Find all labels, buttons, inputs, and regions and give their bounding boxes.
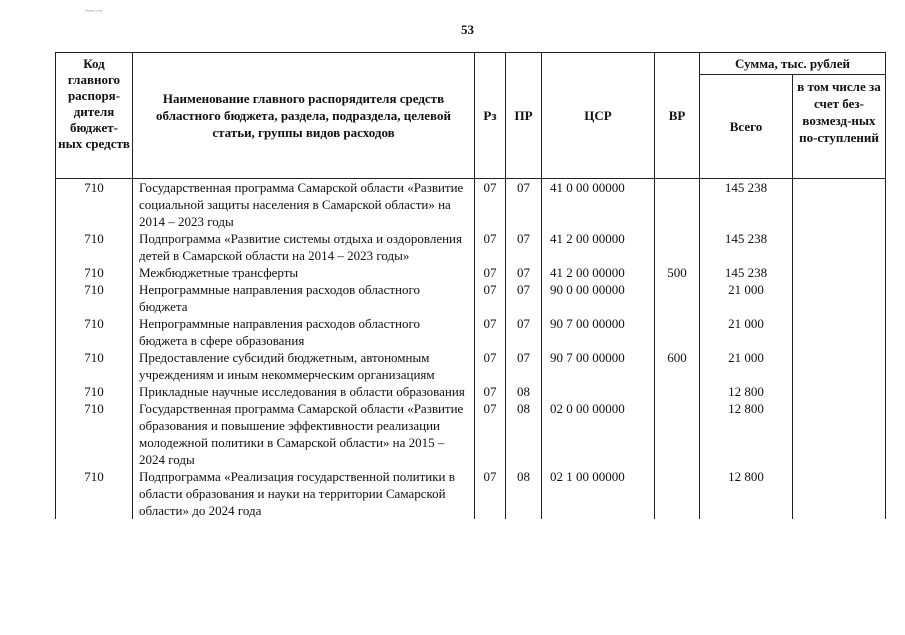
cell-rz: 07 [475, 383, 506, 400]
cell-csr: 90 0 00 00000 [542, 281, 655, 315]
cell-csr: 90 7 00 00000 [542, 315, 655, 349]
header-pr: ПР [506, 53, 542, 179]
cell-name: Подпрограмма «Развитие системы отдыха и оздоровления детей в Самарской области на 2014 – 2023 годы» [133, 230, 475, 264]
cell-incl [793, 281, 886, 315]
cell-rz: 07 [475, 264, 506, 281]
header-vr: ВР [655, 53, 700, 179]
budget-table [55, 52, 886, 519]
cell-pr: 07 [506, 349, 542, 383]
cell-total: 21 000 [700, 349, 793, 383]
cell-incl [793, 349, 886, 383]
cell-csr: 90 7 00 00000 [542, 349, 655, 383]
table-row [56, 281, 886, 315]
cell-incl [793, 264, 886, 281]
cell-pr: 07 [506, 315, 542, 349]
cell-csr: 02 1 00 00000 [542, 468, 655, 519]
page-number: 53 [461, 22, 474, 37]
table-row [56, 383, 886, 400]
cell-name: Прикладные научные исследования в области образования [133, 383, 475, 400]
cell-pr: 08 [506, 383, 542, 400]
table-row [56, 468, 886, 519]
cell-vr [655, 281, 700, 315]
cell-pr: 08 [506, 400, 542, 468]
header-code: Код главного распоря-дителя бюджет-ных средств [56, 53, 133, 179]
cell-rz: 07 [475, 468, 506, 519]
cell-rz: 07 [475, 315, 506, 349]
header-csr: ЦСР [542, 53, 655, 179]
cell-vr [655, 230, 700, 264]
cell-vr [655, 400, 700, 468]
cell-total: 145 238 [700, 230, 793, 264]
table-row [56, 179, 886, 231]
cell-pr: 07 [506, 281, 542, 315]
cell-total: 145 238 [700, 264, 793, 281]
cell-total: 21 000 [700, 315, 793, 349]
cell-name: Подпрограмма «Реализация государственной политики в области образования и науки на территории Самарской области» до 2024 года [133, 468, 475, 519]
header-total: Всего [700, 75, 793, 179]
header-name: Наименование главного распорядителя средств областного бюджета, раздела, подраздела, целевой статьи, группы видов расходов [133, 53, 475, 179]
cell-total: 21 000 [700, 281, 793, 315]
cell-vr: 600 [655, 349, 700, 383]
cell-csr [542, 383, 655, 400]
cell-name: Государственная программа Самарской области «Развитие социальной защиты населения в Самарской области» на 2014 – 2023 годы [133, 179, 475, 231]
cell-csr: 41 0 00 00000 [542, 179, 655, 231]
cell-total: 145 238 [700, 179, 793, 231]
cell-name: Государственная программа Самарской области «Развитие образования и повышение эффективности реализации молодежной политики в Самарской области» на 2015 – 2024 годы [133, 400, 475, 468]
table-body [56, 179, 886, 520]
cell-name: Предоставление субсидий бюджетным, автономным учреждениям и иным некоммерческим организациям [133, 349, 475, 383]
cell-pr: 07 [506, 230, 542, 264]
cell-code: 710 [56, 281, 133, 315]
cell-code: 710 [56, 179, 133, 231]
cell-pr: 07 [506, 179, 542, 231]
table-row [56, 315, 886, 349]
cell-code: 710 [56, 349, 133, 383]
cell-code: 710 [56, 383, 133, 400]
cell-incl [793, 179, 886, 231]
cell-vr [655, 468, 700, 519]
cell-total: 12 800 [700, 383, 793, 400]
cell-total: 12 800 [700, 468, 793, 519]
header-rz: Рз [475, 53, 506, 179]
cell-rz: 07 [475, 179, 506, 231]
cell-name: Межбюджетные трансферты [133, 264, 475, 281]
cell-pr: 07 [506, 264, 542, 281]
table-row [56, 400, 886, 468]
header-incl: в том числе за счет без-возмезд-ных по-ступлений [793, 75, 886, 179]
cell-rz: 07 [475, 230, 506, 264]
cell-code: 710 [56, 230, 133, 264]
cell-code: 710 [56, 468, 133, 519]
cell-incl [793, 230, 886, 264]
cell-vr [655, 315, 700, 349]
table-row [56, 230, 886, 264]
cell-code: 710 [56, 315, 133, 349]
cell-incl [793, 383, 886, 400]
cell-rz: 07 [475, 349, 506, 383]
cell-pr: 08 [506, 468, 542, 519]
table-row [56, 264, 886, 281]
cell-incl [793, 400, 886, 468]
cell-rz: 07 [475, 400, 506, 468]
cell-vr: 500 [655, 264, 700, 281]
cell-total: 12 800 [700, 400, 793, 468]
cell-rz: 07 [475, 281, 506, 315]
table-row [56, 349, 886, 383]
cell-name: Непрограммные направления расходов областного бюджета в сфере образования [133, 315, 475, 349]
cell-code: 710 [56, 400, 133, 468]
cell-name: Непрограммные направления расходов областного бюджета [133, 281, 475, 315]
cell-code: 710 [56, 264, 133, 281]
cell-vr [655, 383, 700, 400]
cell-csr: 41 2 00 00000 [542, 264, 655, 281]
cell-incl [793, 468, 886, 519]
cell-csr: 02 0 00 00000 [542, 400, 655, 468]
scan-artifact: ~~·~ [85, 6, 103, 16]
cell-vr [655, 179, 700, 231]
cell-csr: 41 2 00 00000 [542, 230, 655, 264]
header-sum: Сумма, тыс. рублей [700, 53, 886, 75]
cell-incl [793, 315, 886, 349]
